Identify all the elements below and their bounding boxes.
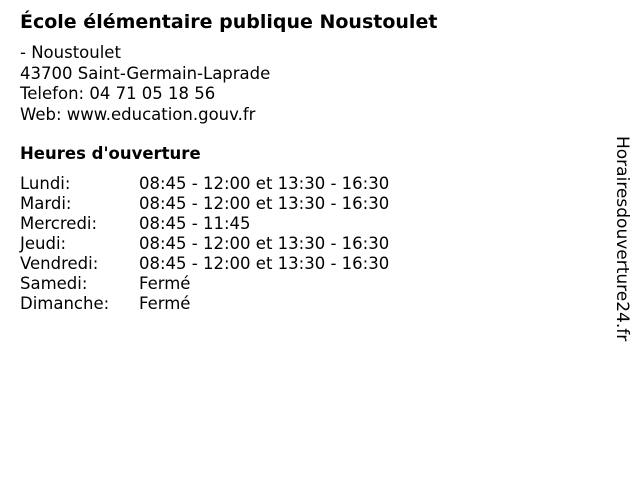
- school-address: [20, 43, 270, 125]
- phone-number: Telefon: 04 71 05 18 56: [20, 84, 216, 103]
- day-hours: Fermé: [139, 274, 191, 293]
- day-hours: 08:45 - 12:00 et 13:30 - 16:30: [139, 254, 390, 273]
- day-hours: 08:45 - 12:00 et 13:30 - 16:30: [139, 174, 390, 193]
- day-label: Mardi:: [20, 194, 72, 213]
- brand-text: Horairesdouverture24.fr: [612, 136, 632, 342]
- day-hours: 08:45 - 12:00 et 13:30 - 16:30: [139, 194, 390, 213]
- website-link[interactable]: Web: www.education.gouv.fr: [20, 104, 256, 124]
- day-label: Mercredi:: [20, 214, 98, 233]
- day-hours: 08:45 - 11:45: [139, 214, 251, 233]
- opening-hours-heading: Heures d'ouverture: [20, 144, 201, 163]
- day-label: Vendredi:: [20, 254, 99, 273]
- day-label: Jeudi:: [20, 234, 67, 253]
- address-line-1: - Noustoulet: [20, 43, 121, 62]
- page-title: École élémentaire publique Noustoulet: [20, 11, 438, 33]
- day-label: Lundi:: [20, 174, 71, 193]
- address-line-2: 43700 Saint-Germain-Laprade: [20, 63, 271, 83]
- day-label: Dimanche:: [20, 294, 110, 313]
- day-label: Samedi:: [20, 274, 88, 293]
- brand-watermark: [611, 136, 633, 346]
- day-hours: Fermé: [139, 294, 191, 313]
- day-hours: 08:45 - 12:00 et 13:30 - 16:30: [139, 234, 390, 253]
